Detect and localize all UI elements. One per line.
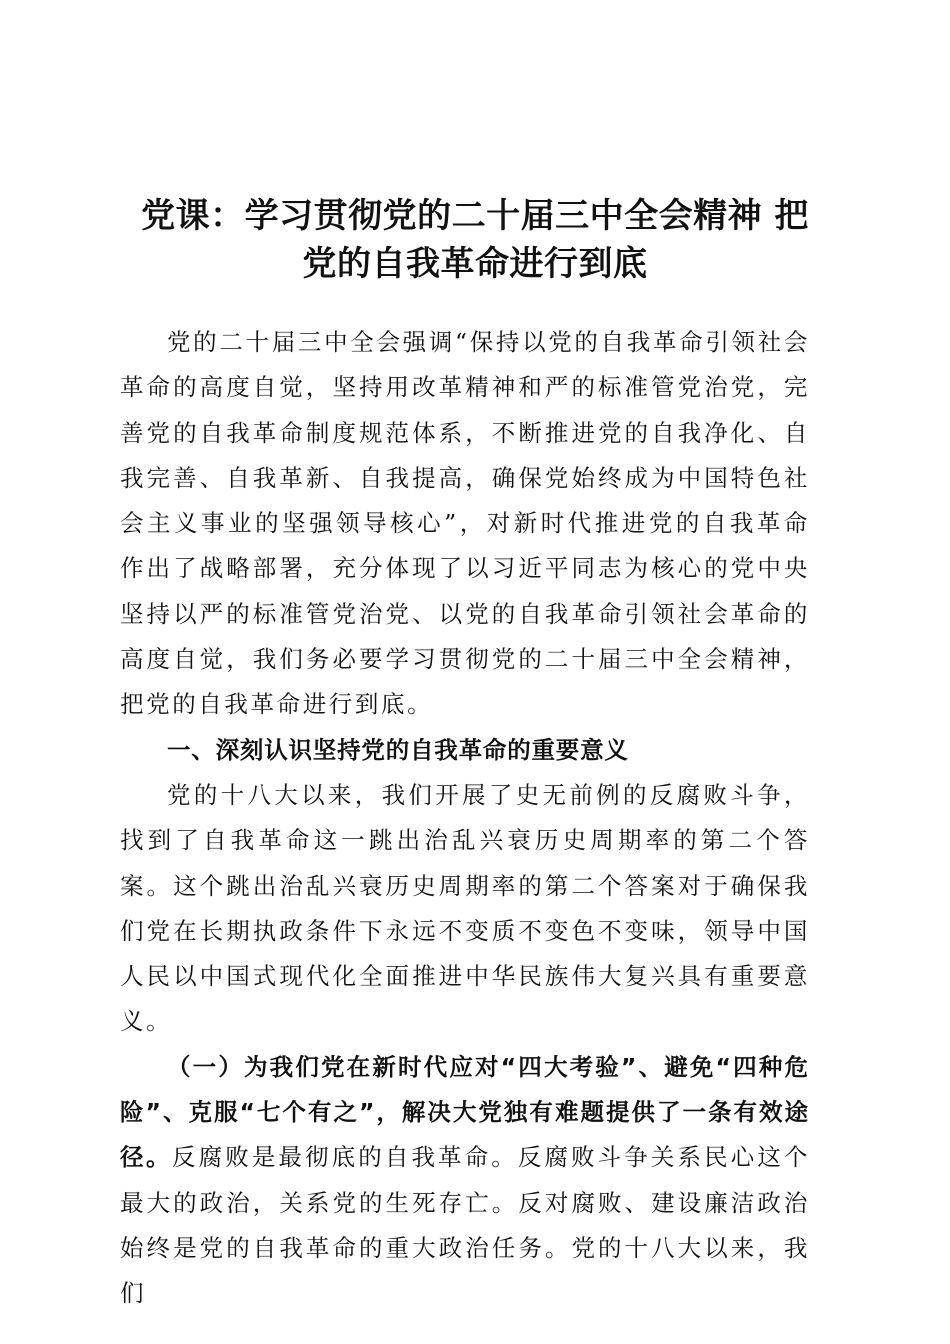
section-1-heading: 一、深刻认识坚持党的自我革命的重要意义 [167, 735, 629, 764]
title-line-1: 党课：学习贯彻党的二十届三中全会精神 把 [141, 196, 809, 236]
subsection-1-lead: （一）为我们党在新时代应对“四大考验”、避免“四种危险”、克服“七个有之”，解决大党独有难题提供了一条有效途径。 [120, 1052, 810, 1172]
section-1-paragraph: 党的十八大以来，我们开展了史无前例的反腐败斗争，找到了自我革命这一跳出治乱兴衰历史周期率的第二个答案。这个跳出治乱兴衰历史周期率的第二个答案对于确保我们党在长期执政条件下永远不变质不变色不变味，领导中国人民以中国式现代化全面推进中华民族伟大复兴具有重要意义。 [120, 780, 810, 1036]
title-line-2: 党的自我革命进行到底 [302, 244, 648, 284]
subsection-1-paragraph [120, 1045, 810, 1317]
subsection-1-text: 反腐败是最彻底的自我革命。反腐败斗争关系民心这个最大的政治，关系党的生死存亡。反对腐败、建设廉洁政治始终是党的自我革命的重大政治任务。党的十八大以来，我们 [120, 1143, 811, 1308]
intro-paragraph: 党的二十届三中全会强调“保持以党的自我革命引领社会革命的高度自觉，坚持用改革精神和严的标准管党治党，完善党的自我革命制度规范体系，不断推进党的自我净化、自我完善、自我革新、自我提高，确保党始终成为中国特色社会主义事业的坚强领导核心”，对新时代推进党的自我革命作出了战略部署，充分体现了以习近平同志为核心的党中央坚持以严的标准管党治党、以党的自我革命引领社会革命的高度自觉，我们务必要学习贯彻党的二十届三中全会精神，把党的自我革命进行到底。 [120, 328, 810, 719]
document-title [120, 192, 830, 288]
document-body [120, 320, 810, 1317]
